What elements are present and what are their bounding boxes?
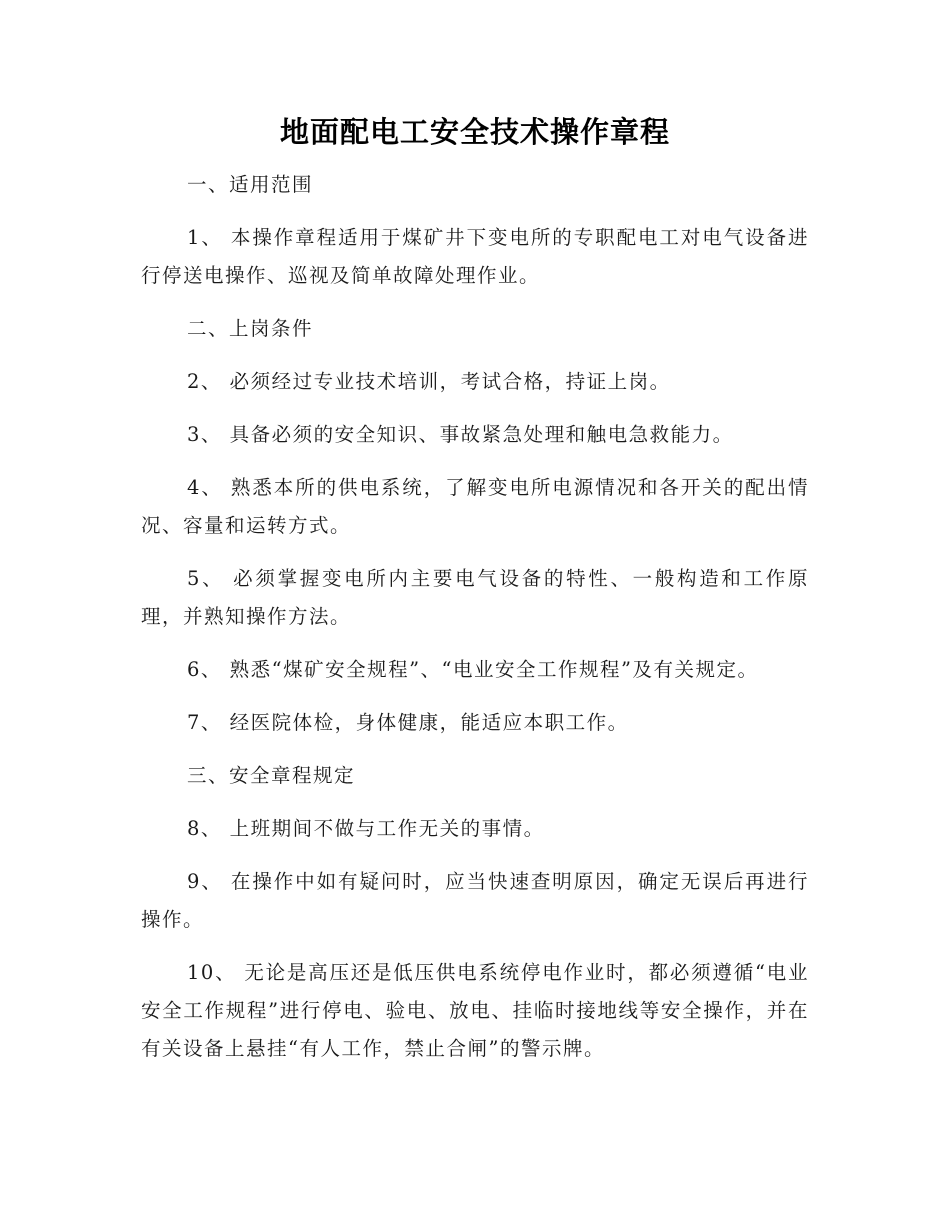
section-heading-scope: 一、适用范围 <box>187 173 314 196</box>
paragraph-item-6: 6、 熟悉“煤矿安全规程”、“电业安全工作规程”及有关规定。 <box>187 658 759 681</box>
paragraph-item-9: 9、 在操作中如有疑问时，应当快速查明原因，确定无误后再进行操作。 <box>141 870 809 931</box>
paragraph-item-7: 7、 经医院体检，身体健康，能适应本职工作。 <box>187 711 629 734</box>
document-body <box>141 166 809 1083</box>
paragraph-item-1: 1、 本操作章程适用于煤矿井下变电所的专职配电工对电气设备进行停送电操作、巡视及简单故障处理作业。 <box>141 226 809 287</box>
paragraph-item-4: 4、 熟悉本所的供电系统，了解变电所电源情况和各开关的配出情况、容量和运转方式。 <box>141 476 809 537</box>
paragraph-item-5: 5、 必须掌握变电所内主要电气设备的特性、一般构造和工作原理，并熟知操作方法。 <box>141 567 809 628</box>
section-heading-safety-rules: 三、安全章程规定 <box>187 764 356 787</box>
paragraph-item-8: 8、 上班期间不做与工作无关的事情。 <box>187 817 545 840</box>
section-heading-conditions: 二、上岗条件 <box>187 317 314 340</box>
document-title: 地面配电工安全技术操作章程 <box>279 115 670 149</box>
paragraph-item-2: 2、 必须经过专业技术培训，考试合格，持证上岗。 <box>187 370 671 393</box>
paragraph-item-10: 10、 无论是高压还是低压供电系统停电作业时，都必须遵循“电业安全工作规程”进行停电、验电、放电、挂临时接地线等安全操作，并在有关设备上悬挂“有人工作，禁止合闸”的警示牌。 <box>141 961 809 1060</box>
paragraph-item-3: 3、 具备必须的安全知识、事故紧急处理和触电急救能力。 <box>187 423 734 446</box>
